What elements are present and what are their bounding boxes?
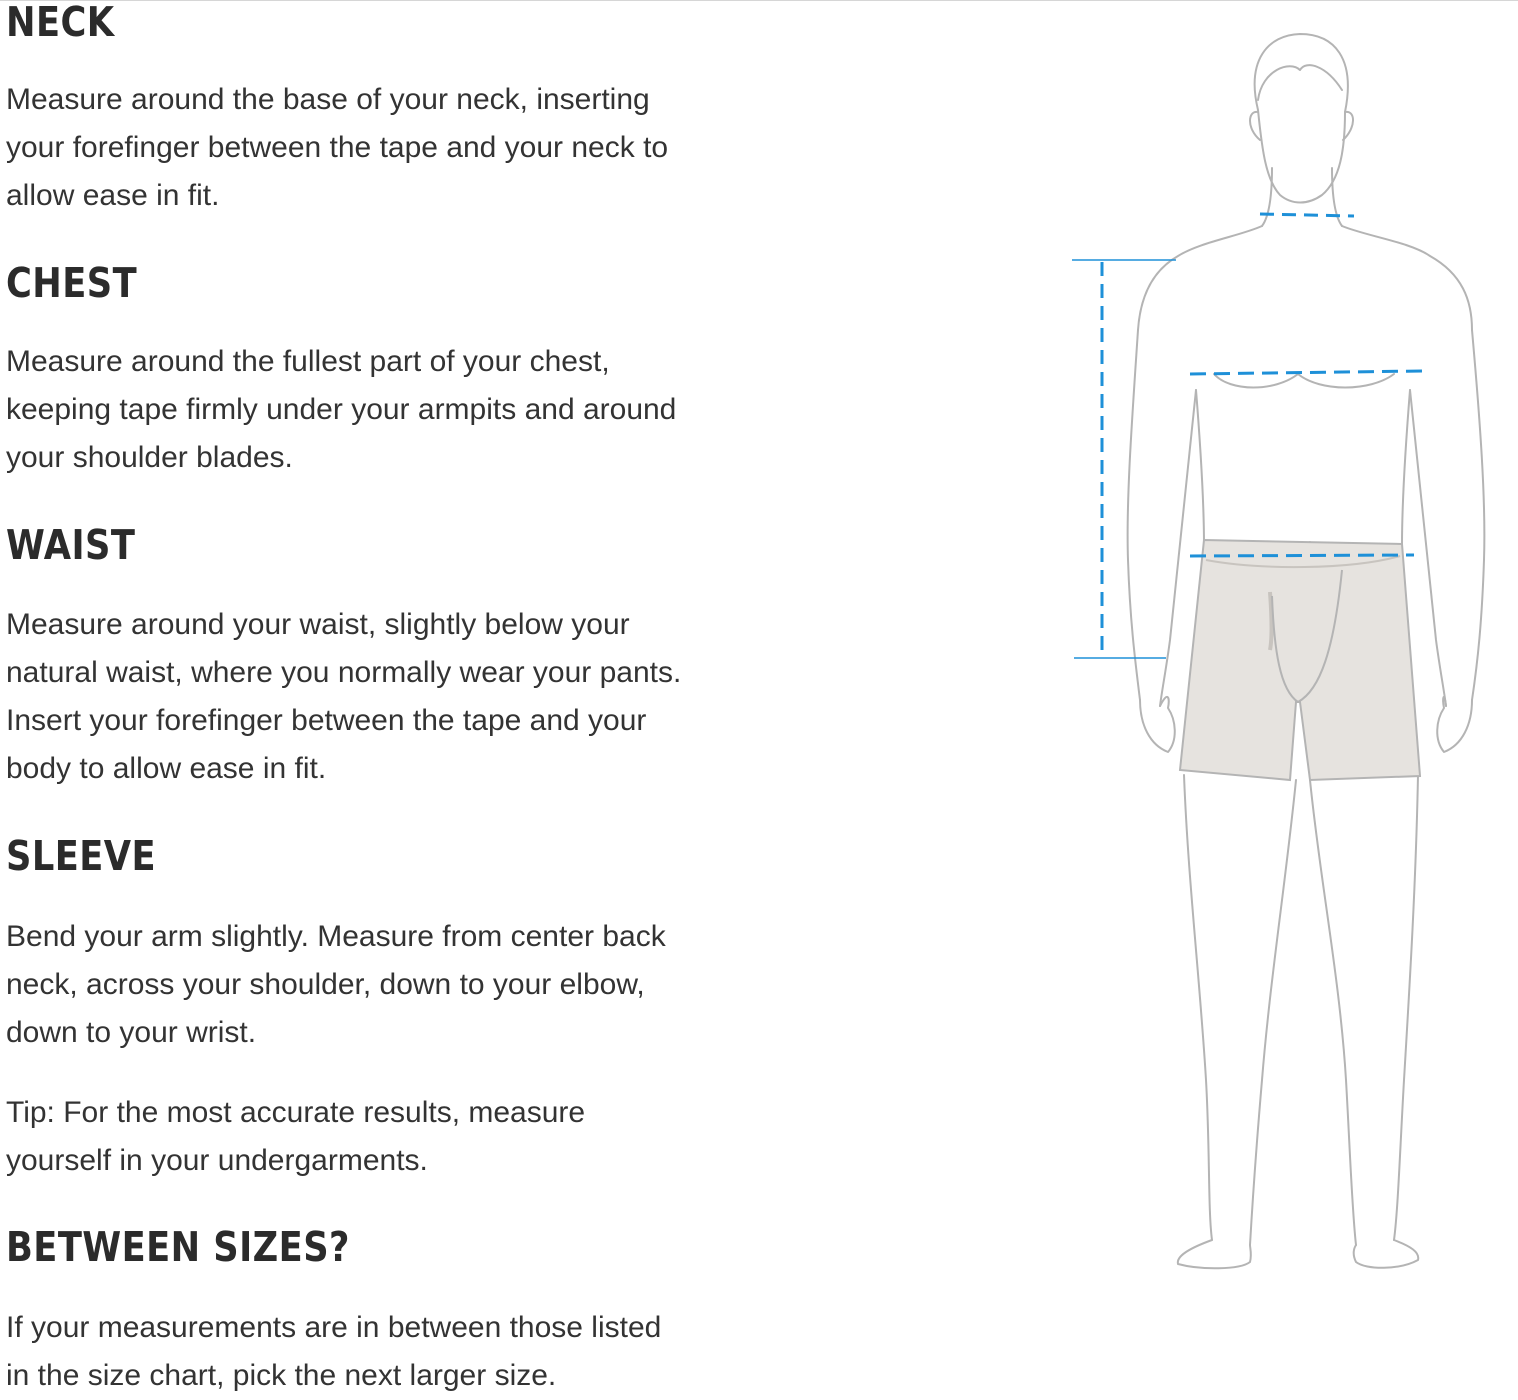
section-heading-sleeve: SLEEVE: [6, 832, 157, 880]
section-between-sizes: [6, 1223, 661, 1400]
section-neck: [6, 0, 668, 220]
section-waist: [6, 521, 681, 793]
section-sleeve: [6, 832, 666, 1185]
section-text-waist: Measure around your waist, slightly below your natural waist, where you normally wear your pants. Insert your forefinger between the tape and your body to allow ease in fit.: [6, 608, 682, 785]
section-heading-waist: WAIST: [6, 521, 136, 569]
section-chest: [6, 259, 676, 482]
section-heading-between-sizes: BETWEEN SIZES?: [6, 1223, 350, 1271]
section-text-neck: Measure around the base of your neck, inserting your forefinger between the tape and your neck to allow ease in fit.: [6, 83, 669, 212]
section-heading-neck: NECK: [6, 0, 115, 46]
body-measurement-figure-icon: [1060, 20, 1518, 1280]
section-heading-chest: CHEST: [6, 259, 138, 307]
section-text-between-sizes: If your measurements are in between those listed in the size chart, pick the next larger size.: [6, 1311, 662, 1392]
section-text-chest: Measure around the fullest part of your chest, keeping tape firmly under your armpits and around your shoulder blades.: [6, 345, 677, 474]
tip-text: Tip: For the most accurate results, measure yourself in your undergarments.: [6, 1096, 586, 1177]
section-text-sleeve: Bend your arm slightly. Measure from center back neck, across your shoulder, down to your elbow, down to your wrist.: [6, 920, 666, 1049]
